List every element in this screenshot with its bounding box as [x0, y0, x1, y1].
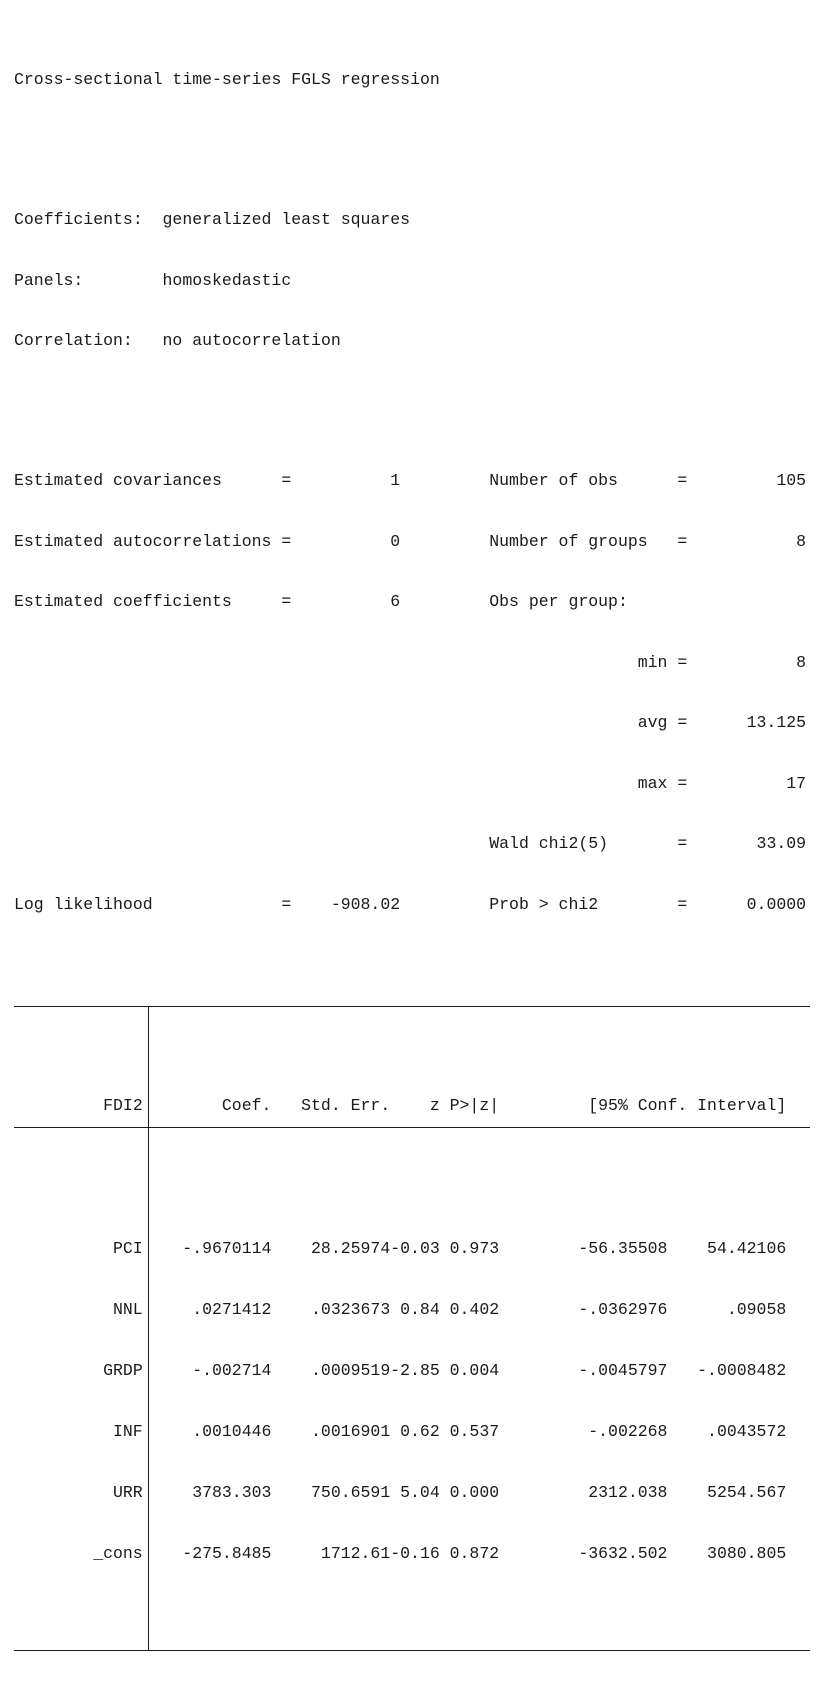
blank-line [14, 391, 810, 414]
ci-low-value: -.0362976 [578, 1300, 668, 1319]
var-name: INF [113, 1422, 143, 1441]
stats-row-min [14, 652, 810, 675]
column-gap [400, 833, 489, 856]
p-value: 0.000 [449, 1483, 500, 1502]
column-gap [400, 712, 489, 735]
table-row [14, 1542, 810, 1565]
p-value: 0.402 [449, 1300, 500, 1319]
spacer [14, 833, 281, 856]
page-title: Cross-sectional time-series FGLS regression [14, 70, 440, 89]
std-err-value: .0009519 [311, 1361, 391, 1380]
coef-value: .0271412 [192, 1300, 272, 1319]
column-gap [400, 531, 489, 554]
equals-sign: = [677, 471, 688, 490]
stat-value: 6 [390, 592, 401, 611]
spacer [291, 773, 400, 796]
ci-low-value: 2312.038 [588, 1483, 668, 1502]
model-info-row-panels [14, 270, 810, 293]
var-name: URR [113, 1483, 143, 1502]
model-info-row-correlation [14, 330, 810, 353]
stat-value: 105 [776, 471, 807, 490]
spacer [14, 773, 281, 796]
equals-sign: = [677, 894, 688, 914]
p-value: 0.973 [449, 1239, 500, 1258]
stat-value: 1 [390, 471, 401, 490]
table-row [14, 1237, 810, 1260]
stat-value: 13.125 [746, 713, 807, 732]
std-err-value: .0016901 [311, 1422, 391, 1441]
column-gap [400, 894, 489, 917]
stat-value: -908.02 [330, 894, 401, 914]
coef-value: -.9670114 [182, 1239, 272, 1258]
stat-label: Wald chi2(5) [489, 834, 609, 853]
equals-sign: = [677, 834, 688, 853]
column-gap [400, 652, 489, 675]
stat-label: avg [637, 713, 668, 732]
spacer [291, 712, 400, 735]
table-body [14, 1185, 810, 1612]
stat-label: min [637, 652, 668, 672]
equals-sign: = [281, 471, 292, 490]
spacer [291, 652, 400, 675]
header-z: z [429, 1095, 440, 1115]
stat-value: 0.0000 [746, 894, 807, 914]
equals-sign [677, 591, 687, 614]
coef-value: .0010446 [192, 1422, 272, 1441]
coef-value: -275.8485 [182, 1544, 272, 1563]
ci-low-value: -.002268 [588, 1422, 668, 1441]
stats-row-loglik [14, 894, 810, 917]
stat-label: max [637, 773, 668, 793]
spacer [291, 833, 400, 856]
z-value: 5.04 [400, 1483, 440, 1502]
table-header-row [14, 1083, 810, 1128]
regression-output [14, 12, 810, 1708]
stat-label: Prob > chi2 [489, 894, 599, 914]
table-row [14, 1298, 810, 1321]
stat-value: 17 [786, 773, 807, 793]
table-row [14, 1481, 810, 1504]
blank-line [14, 130, 810, 153]
stat-label: Estimated coefficients [14, 592, 232, 611]
var-name: PCI [113, 1239, 143, 1258]
equals-sign: = [677, 773, 688, 793]
table-row [14, 1420, 810, 1443]
stat-label: Log likelihood [14, 894, 153, 914]
p-value: 0.004 [449, 1361, 500, 1380]
spacer [281, 712, 291, 735]
z-value: 0.84 [400, 1300, 440, 1319]
model-info-value: homoskedastic [162, 270, 292, 290]
spacer [281, 652, 291, 675]
model-info-value: no autocorrelation [162, 331, 341, 350]
equals-sign: = [677, 713, 688, 732]
z-value: 0.62 [400, 1422, 440, 1441]
stats-row-max [14, 773, 810, 796]
stats-row-wald [14, 833, 810, 856]
column-gap [400, 773, 489, 796]
coefficient-table [14, 1006, 810, 1651]
depvar-header: FDI2 [103, 1095, 143, 1115]
std-err-value: 1712.61 [320, 1544, 391, 1563]
model-info-label: Panels: [14, 270, 84, 290]
ci-low-value: -56.35508 [578, 1239, 668, 1258]
stats-row [14, 591, 810, 614]
ci-high-value: .0043572 [707, 1422, 787, 1441]
header-p: P>|z| [449, 1095, 500, 1115]
ci-high-value: 5254.567 [707, 1483, 787, 1502]
std-err-value: 750.6591 [311, 1483, 391, 1502]
equals-sign: = [677, 531, 688, 551]
stat-value: 8 [796, 652, 807, 672]
p-value: 0.872 [449, 1544, 500, 1563]
table-vertical-divider [148, 1007, 150, 1650]
ci-high-value: -.0008482 [697, 1361, 787, 1380]
std-err-value: .0323673 [311, 1300, 391, 1319]
stat-label: Obs per group: [489, 592, 628, 611]
p-value: 0.537 [449, 1422, 500, 1441]
column-gap [400, 591, 489, 614]
header-conf-interval: [95% Conf. Interval] [588, 1095, 787, 1115]
equals-sign: = [281, 894, 292, 914]
stat-label: Estimated autocorrelations [14, 531, 272, 551]
stat-label: Number of obs [489, 471, 618, 490]
spacer [281, 773, 291, 796]
z-value: -2.85 [390, 1361, 440, 1380]
spacer [14, 652, 281, 675]
column-gap [400, 470, 489, 493]
stat-value: 33.09 [756, 834, 807, 853]
std-err-value: 28.25974 [311, 1239, 391, 1258]
var-name: GRDP [103, 1361, 143, 1380]
ci-high-value: .09058 [726, 1300, 787, 1319]
spacer [281, 833, 291, 856]
stat-value [687, 591, 806, 614]
model-info-value: generalized least squares [162, 210, 411, 229]
equals-sign: = [281, 592, 292, 611]
ci-high-value: 54.42106 [707, 1239, 787, 1258]
coef-value: -.002714 [192, 1361, 272, 1380]
stat-value: 8 [796, 531, 807, 551]
ci-low-value: -3632.502 [578, 1544, 668, 1563]
header-coef: Coef. [221, 1095, 272, 1115]
stats-row-avg [14, 712, 810, 735]
coef-value: 3783.303 [192, 1483, 272, 1502]
model-info-label: Correlation: [14, 331, 133, 350]
var-name: NNL [113, 1300, 143, 1319]
ci-low-value: -.0045797 [578, 1361, 668, 1380]
table-row [14, 1359, 810, 1382]
header-std-err: Std. Err. [301, 1095, 391, 1115]
stat-value: 0 [390, 531, 401, 551]
stat-label: Estimated covariances [14, 471, 222, 490]
spacer [14, 712, 281, 735]
model-info-label: Coefficients: [14, 210, 143, 229]
z-value: -0.16 [390, 1544, 440, 1563]
var-name: _cons [93, 1544, 143, 1563]
equals-sign: = [281, 531, 292, 551]
model-info-row-coefficients [14, 209, 810, 232]
stats-row [14, 470, 810, 493]
stat-label: Number of groups [489, 531, 648, 551]
z-value: -0.03 [390, 1239, 440, 1258]
equals-sign: = [677, 652, 688, 672]
stats-row [14, 531, 810, 554]
ci-high-value: 3080.805 [707, 1544, 787, 1563]
